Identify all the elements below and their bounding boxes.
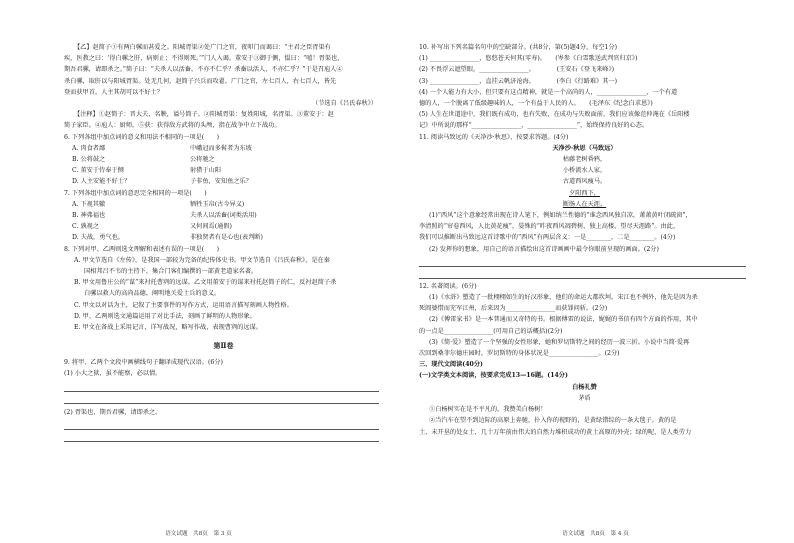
option-line: B. 甲文用鲁庄公的“谋”来衬托曹刿的远谋。乙文用董安于的谋来衬托赵简子的仁，反衬赵简子杀 <box>74 279 337 287</box>
essay-line: ②当汽车在望不到边际的高原上奔驰，扑入你的视野的，是黄绿错综的一条大毯子。黄的是 <box>429 417 677 425</box>
poem-line: 夕阳西下， <box>569 189 600 197</box>
answer-line[interactable] <box>64 392 379 404</box>
option-row: B. 神弗福也 夫杀人以活畜(词类活用) <box>72 212 257 220</box>
poem-line: 断肠人在天涯。 <box>562 200 607 208</box>
option-row: C. 孰视之 又何间焉(通假) <box>72 223 232 231</box>
option-row: D. 人主安能不好士？ 子非鱼，安知鱼之乐？ <box>72 178 252 186</box>
fill-line: (1) ________________，悠悠苍天何其(零寿)。 (岑参《白雪歌送武判官归京》) <box>419 55 638 63</box>
question-stem: 6. 下列各组中加点词的意义和用法不相同的一项是( ) <box>64 133 220 141</box>
question-8 <box>64 244 383 334</box>
sentence-1: (1) 小大之狱，虽不能察，必以情。 <box>64 370 162 378</box>
passage-line: 期吾君骡，请即杀之。”简子曰：“夫杀人以活畜，不亦不仁乎？杀畜以活人，不亦仁乎？”于是召庖人④ <box>64 66 343 74</box>
sub-question-line: 李清照的“帘卷西风，人比黄花瘦”，晏殊的“昨夜西风凋碧树，独上高楼，望尽天涯路”。由此， <box>419 223 680 231</box>
sub-question-line: (2)《傅雷家书》是一本普通而又奇特的书。根据傅雷的说法，娓娓的书信有四个方面的作用，其中 <box>429 316 698 324</box>
poem-line: 小桥流水人家， <box>562 167 607 175</box>
question-stem: 8. 下列对甲、乙两则选文理解和表述有误的一项是( ) <box>64 245 220 253</box>
part-3-title: 三、现代文阅读(40分) <box>419 361 483 369</box>
subsection-title: (一)文学类文本阅读，按要求完成13—16题。(14分) <box>419 372 568 380</box>
question-stem: 11. 阅读马致远的《天净沙·秋思》，按要求答题。(4分) <box>419 133 569 141</box>
fill-line: (5) 人生在世道途中，我们既有成功，也有失败，在成功与失败面前，我们应该像范仲淹在《岳阳楼 <box>419 111 690 119</box>
sub-question-line: (3)《简·爱》塑造了一个坚强的女性形象，她和罗切斯特之间的经历一波三折。小说中当简·爱再 <box>429 338 690 346</box>
essay-line: 土，未开垦的处女土，几十万年前由伟大的自然力堆积成功的黄土高原的外壳；绿的呢，是人类劳力 <box>419 428 692 436</box>
poem-line: 枯藤老树昏鸦， <box>562 156 607 164</box>
question-stem: 10. 补写出下列名篇名句中的空缺部分。(共8分，第(5)题4分，每空1分) <box>419 44 618 51</box>
page-footer: 语文试题 共8页 第 3 页 <box>165 531 232 537</box>
question-10 <box>419 42 750 132</box>
right-page <box>397 0 794 543</box>
question-stem: 7. 下列各组中加点词的意思完全相同的一项是( ) <box>64 189 207 197</box>
fill-line: 记》中所说的那样“________________，________________”，始终保持良好的心态。 <box>419 122 649 130</box>
option-line: A. 甲文节选自《左传》，是我国一部较为完备的纪传体史书。甲文节选自《吕氏春秋》，是在秦 <box>74 256 330 264</box>
question-6 <box>64 132 383 188</box>
essay-author: 茅盾 <box>578 394 591 402</box>
question-stem: 9. 将甲、乙两个文段中画横线句子翻译成现代汉语。(6分) <box>64 359 223 367</box>
page-footer: 语文试题 共8页 第 4 页 <box>562 531 629 537</box>
sub-question-line: (1)《水浒》塑造了一批栩栩如生的好汉形象，他们的命运大都坎坷。宋江也不例外，他先是因为杀 <box>429 294 698 302</box>
fill-line: (2) 不畏浮云遮望眼，________________。 (王安石《登飞来峰》) <box>419 66 614 74</box>
passage-line: 【乙】赵简子①有两白骡而甚爱之。阳城胥渠②处广门之官，夜叩门而谒曰：“主君之臣胥渠有 <box>74 44 331 51</box>
answer-line[interactable] <box>64 430 379 442</box>
fill-line: (3) ________________，直挂云帆济沧海。 (李白《行路难》其一) <box>419 77 618 85</box>
option-row: C. 董安于侍奉于侧 射猎于山阳 <box>72 167 221 175</box>
passage-line: 疾，医教之曰：‘得白骡之肝，病则止；不得则死。’”门人入谒。董安于③御于侧，愠曰：“嘻！胥渠也， <box>64 55 344 63</box>
answer-line[interactable] <box>419 255 746 267</box>
option-line: E. 甲文在备战上采用记言、详写战况，略写作战，表现曹刿的远谋。 <box>74 324 262 332</box>
passage-yi <box>64 42 383 132</box>
answer-line[interactable] <box>419 267 746 279</box>
sub-question-line: (2) 发挥你的想象，用自己的语言描绘出这首诗画画中最令你眼前呈现的画面。(2分) <box>429 245 659 253</box>
sub-question-line: 死阎婆惜而充军江州，后来因为________________而获罪问斩。(2分) <box>419 305 608 313</box>
option-row: A. 下视其辙 牺牲玉帛(古今异义) <box>72 200 245 208</box>
essay-line: ①白杨树实在是不平凡的，我赞美白杨树！ <box>429 406 547 414</box>
passage-note: 【注释】①赵简子：晋大夫，名鞅，谥号简子。②阳城胥渠：复姓阳城，名胥渠。③董安于：赵 <box>74 111 334 119</box>
option-line: C. 甲文以对话为主，记叙了主要事件的写作方式，运用语言描写刻画人物性格。 <box>74 301 293 309</box>
poem-title: 天净沙·秋思（马致远） <box>552 144 617 152</box>
poem <box>419 143 750 210</box>
sub-question-line: 的一点是________________(可用自己的话概括)(2分) <box>419 327 563 335</box>
answer-line[interactable] <box>64 380 379 392</box>
question-7 <box>64 188 383 244</box>
option-row: B. 公将鼓之 公将驰之 <box>72 156 215 164</box>
part-2-title: 第Ⅱ卷 <box>213 341 234 351</box>
question-stem: 12. 名著阅读。(6分) <box>419 282 477 290</box>
option-line: 白骡以救人的高尚品德，阐明地关爱士兵的意义。 <box>84 290 221 298</box>
answer-line[interactable] <box>64 418 379 430</box>
sentence-2: (2) 胥渠也，期吾君骡，请即杀之。 <box>64 408 162 416</box>
question-11 <box>419 132 750 279</box>
sub-question-line: (1)“西风”这个意象经常出现在诗人笔下，例如纳兰性德的“谁念西风独自凉，萧萧黄叶闭疏窗”， <box>429 212 692 220</box>
sub-question-line: 我们可以推断出马致远这首诗歌中的“西风”有两层含义：一是________，二是________。(4分) <box>419 234 676 242</box>
option-line: 国相邦吕不韦的主持下，集合门客们编撰的一部黄老道家名著。 <box>84 268 258 276</box>
essay-title: 白杨礼赞 <box>572 383 597 391</box>
passage-source: （节选自《吕氏春秋》） <box>312 100 377 108</box>
passage-line: 登而获甲首。人主其胡可以不好士？ <box>64 88 163 96</box>
question-12 <box>419 281 750 359</box>
poem-line: 古道西风瘦马。 <box>562 178 607 186</box>
sub-question-line: 次回到桑菲尔德庄园时，罗切斯特的身体状况是________________。(2分) <box>419 350 620 358</box>
passage-line: 杀白骡，取肝以与阳城胥渠。处无几何，赵简子兴兵而攻翟。广门之官，左七百人，右七百人，皆先 <box>64 77 337 85</box>
fill-line: 德的人，一个脱离了低级趣味的人，一个有益于人民的人。 (毛泽东《纪念白求恩》) <box>419 100 653 108</box>
option-row: A. 肉食者鄙 中峨冠而多髯者为东坡 <box>72 144 252 152</box>
passage-note: 简子家臣。④庖人：厨师。⑤获：获得敌方武将的头颅，指在战争中立下战功。 <box>64 122 281 130</box>
option-row: D. 夫战，勇气也。 非独贤者有是心也(表判断) <box>72 234 263 242</box>
fill-line: (4) 一个人能力有大小，但只要有这点精神，就是一个高尚的人，________________，一个有道 <box>419 88 678 96</box>
question-9 <box>64 357 383 442</box>
option-line: D. 甲、乙两则选文通篇运用了对比手法，刻画了鲜明的人物形象。 <box>74 312 256 320</box>
